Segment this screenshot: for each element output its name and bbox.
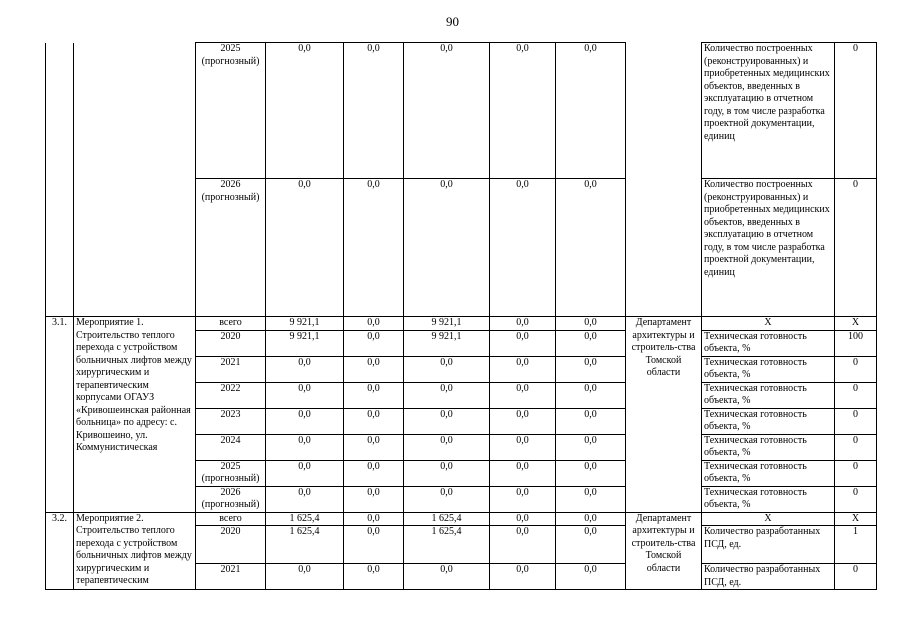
year-cell: 2026 (прогнозный) [196,486,266,512]
target-cell: 0 [835,356,877,382]
indicator-cell: Техническая готовность объекта, % [702,460,835,486]
value-cell: 0,0 [556,564,626,590]
page-number: 90 [446,14,459,29]
value-cell: 0,0 [404,460,490,486]
value-cell: 0,0 [556,43,626,179]
value-cell: 0,0 [344,317,404,331]
executor-cell: Департамент архитектуры и строитель-ства Томской области [626,512,702,590]
value-cell: 0,0 [556,434,626,460]
target-cell: Х [835,512,877,526]
indicator-cell: Количество построенных (реконструированных) и приобретенных медицинских объектов, введенных в эксплуатацию в отчетном году, в том числе разработка проектной документации, единиц [702,43,835,179]
value-cell: 0,0 [344,382,404,408]
measure-name: Мероприятие 1. Строительство теплого перехода с устройством больничных лифтов между хирургическим и терапевтическим корпусами ОГАУЗ «Кривошеинская районная больница» по адресу: с. Кривошеино, ул. Коммунистическая [74,317,196,513]
name-cell-empty [74,43,196,317]
target-cell: 0 [835,486,877,512]
target-cell: 0 [835,43,877,179]
indicator-cell: Техническая готовность объекта, % [702,486,835,512]
value-cell: 0,0 [490,382,556,408]
table-row [46,43,877,179]
value-cell: 0,0 [344,434,404,460]
value-cell: 0,0 [404,408,490,434]
value-cell: 0,0 [490,564,556,590]
value-cell: 1 625,4 [266,512,344,526]
target-cell: 0 [835,434,877,460]
indicator-cell: Техническая готовность объекта, % [702,382,835,408]
measure-number: 3.1. [46,317,74,513]
value-cell: 0,0 [404,434,490,460]
value-cell: 0,0 [404,179,490,317]
year-cell: всего [196,317,266,331]
measure-name: Мероприятие 2. Строительство теплого перехода с устройством больничных лифтов между хирургическим и терапевтическим [74,512,196,590]
target-cell: 100 [835,330,877,356]
program-table [45,42,877,590]
target-cell: 0 [835,382,877,408]
value-cell: 0,0 [404,564,490,590]
value-cell: 0,0 [490,317,556,331]
value-cell: 0,0 [556,460,626,486]
value-cell: 0,0 [266,460,344,486]
year-cell: 2022 [196,382,266,408]
value-cell: 0,0 [266,382,344,408]
year-cell: 2021 [196,564,266,590]
indicator-cell: Количество построенных (реконструированных) и приобретенных медицинских объектов, введенных в эксплуатацию в отчетном году, в том числе разработка проектной документации, единиц [702,179,835,317]
value-cell: 0,0 [266,434,344,460]
value-cell: 0,0 [266,356,344,382]
value-cell: 0,0 [490,408,556,434]
value-cell: 0,0 [344,512,404,526]
executor-cell: Департамент архитектуры и строитель-ства Томской области [626,317,702,513]
indicator-cell: Х [702,317,835,331]
year-cell: 2024 [196,434,266,460]
value-cell: 0,0 [266,43,344,179]
value-cell: 0,0 [556,356,626,382]
value-cell: 0,0 [490,460,556,486]
value-cell: 0,0 [344,408,404,434]
table-row [46,317,877,331]
indicator-cell: Техническая готовность объекта, % [702,434,835,460]
value-cell: 0,0 [556,382,626,408]
value-cell: 0,0 [404,356,490,382]
value-cell: 0,0 [344,330,404,356]
value-cell: 0,0 [556,512,626,526]
value-cell: 9 921,1 [404,317,490,331]
indicator-cell: Количество разработанных ПСД, ед. [702,564,835,590]
value-cell: 0,0 [266,486,344,512]
value-cell: 0,0 [490,512,556,526]
target-cell: 0 [835,408,877,434]
year-cell: всего [196,512,266,526]
value-cell: 0,0 [556,526,626,564]
year-cell: 2020 [196,526,266,564]
value-cell: 0,0 [344,179,404,317]
value-cell: 0,0 [556,330,626,356]
target-cell: 0 [835,179,877,317]
value-cell: 9 921,1 [404,330,490,356]
value-cell: 0,0 [490,486,556,512]
value-cell: 0,0 [344,460,404,486]
target-cell: 1 [835,526,877,564]
value-cell: 0,0 [404,43,490,179]
target-cell: 0 [835,564,877,590]
indicator-cell: Количество разработанных ПСД, ед. [702,526,835,564]
value-cell: 0,0 [266,564,344,590]
value-cell: 0,0 [490,330,556,356]
target-cell: 0 [835,460,877,486]
year-cell: 2023 [196,408,266,434]
value-cell: 0,0 [344,564,404,590]
value-cell: 0,0 [556,317,626,331]
value-cell: 0,0 [556,486,626,512]
indicator-cell: Техническая готовность объекта, % [702,356,835,382]
value-cell: 0,0 [490,179,556,317]
indicator-cell: Х [702,512,835,526]
year-cell: 2025 (прогнозный) [196,43,266,179]
year-cell: 2026 (прогнозный) [196,179,266,317]
value-cell: 0,0 [344,356,404,382]
value-cell: 9 921,1 [266,317,344,331]
value-cell: 1 625,4 [404,526,490,564]
value-cell: 0,0 [344,486,404,512]
num-cell-empty [46,43,74,317]
value-cell: 0,0 [404,486,490,512]
value-cell: 0,0 [344,526,404,564]
target-cell: Х [835,317,877,331]
executor-cell-empty [626,43,702,317]
year-cell: 2021 [196,356,266,382]
value-cell: 1 625,4 [266,526,344,564]
value-cell: 0,0 [490,434,556,460]
year-cell: 2020 [196,330,266,356]
value-cell: 0,0 [490,356,556,382]
value-cell: 0,0 [266,179,344,317]
value-cell: 9 921,1 [266,330,344,356]
value-cell: 0,0 [490,43,556,179]
value-cell: 0,0 [556,408,626,434]
value-cell: 0,0 [556,179,626,317]
measure-number: 3.2. [46,512,74,590]
value-cell: 0,0 [490,526,556,564]
year-cell: 2025 (прогнозный) [196,460,266,486]
value-cell: 0,0 [266,408,344,434]
value-cell: 1 625,4 [404,512,490,526]
value-cell: 0,0 [404,382,490,408]
value-cell: 0,0 [344,43,404,179]
indicator-cell: Техническая готовность объекта, % [702,330,835,356]
indicator-cell: Техническая готовность объекта, % [702,408,835,434]
table-row [46,512,877,526]
